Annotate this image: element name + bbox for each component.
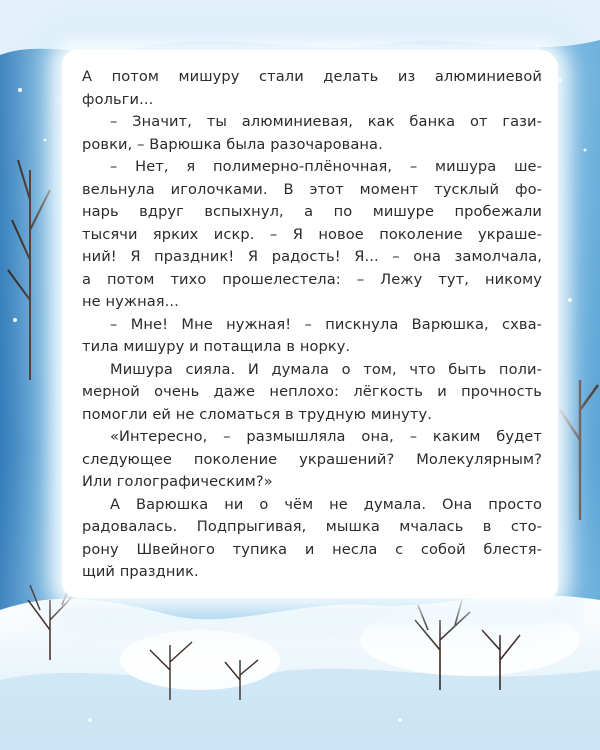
story-line: «Интересно, – размышляла она, – каким будет — [110, 428, 542, 445]
story-line: Или голографическим?» — [82, 473, 273, 490]
story-line: радовалась. Подпрыгивая, мышка мчалась в сто- — [82, 518, 542, 535]
story-line: ровки, – Варюшка была разочарована. — [82, 135, 383, 153]
top-snow — [0, 0, 600, 55]
story-line: вельнула иголочками. В этот момент тусклый фо- — [82, 180, 542, 198]
story-line: тысячи ярких искр. – Я новое поколение украше- — [82, 225, 542, 243]
story-line: а потом тихо прошелестела: – Лежу тут, никому — [82, 270, 542, 288]
story-text — [82, 66, 542, 584]
story-line: щий праздник. — [82, 563, 199, 580]
snow-shadow — [0, 669, 600, 750]
snow-mound — [360, 604, 580, 676]
story-line: нарь вдруг вспыхнул, а по мишуре пробежали — [82, 203, 542, 220]
story-line: тила мишуру и потащила в норку. — [82, 338, 351, 355]
story-line: не нужная... — [82, 293, 179, 310]
story-line: А потом мишуру стали делать из алюминиевой — [82, 68, 542, 85]
story-line: следующее поколение украшений? Молекулярным? — [82, 450, 542, 468]
story-line: ний! Я праздник! Я радость! Я... – она замолчала, — [82, 248, 542, 265]
story-line: – Мне! Мне нужная! – пискнула Варюшка, схва- — [110, 315, 542, 333]
story-line: – Нет, я полимерно-плёночная, – мишура ше- — [110, 158, 542, 175]
story-line: – Значит, ты алюминиевая, как банка от гази- — [110, 113, 542, 130]
story-line: А Варюшка ни о чём не думала. Она просто — [110, 495, 542, 513]
story-line: мерной очень даже неплохо: лёгкость и прочность — [82, 383, 542, 400]
story-line: рону Швейного тупика и несла с собой блестя- — [82, 540, 542, 558]
snow-mound — [120, 630, 280, 690]
story-line: Мишура сияла. И думала о том, что быть поли- — [110, 360, 542, 378]
story-line: помогли ей не сломаться в трудную минуту. — [82, 405, 432, 423]
story-line: фольги... — [82, 90, 154, 108]
